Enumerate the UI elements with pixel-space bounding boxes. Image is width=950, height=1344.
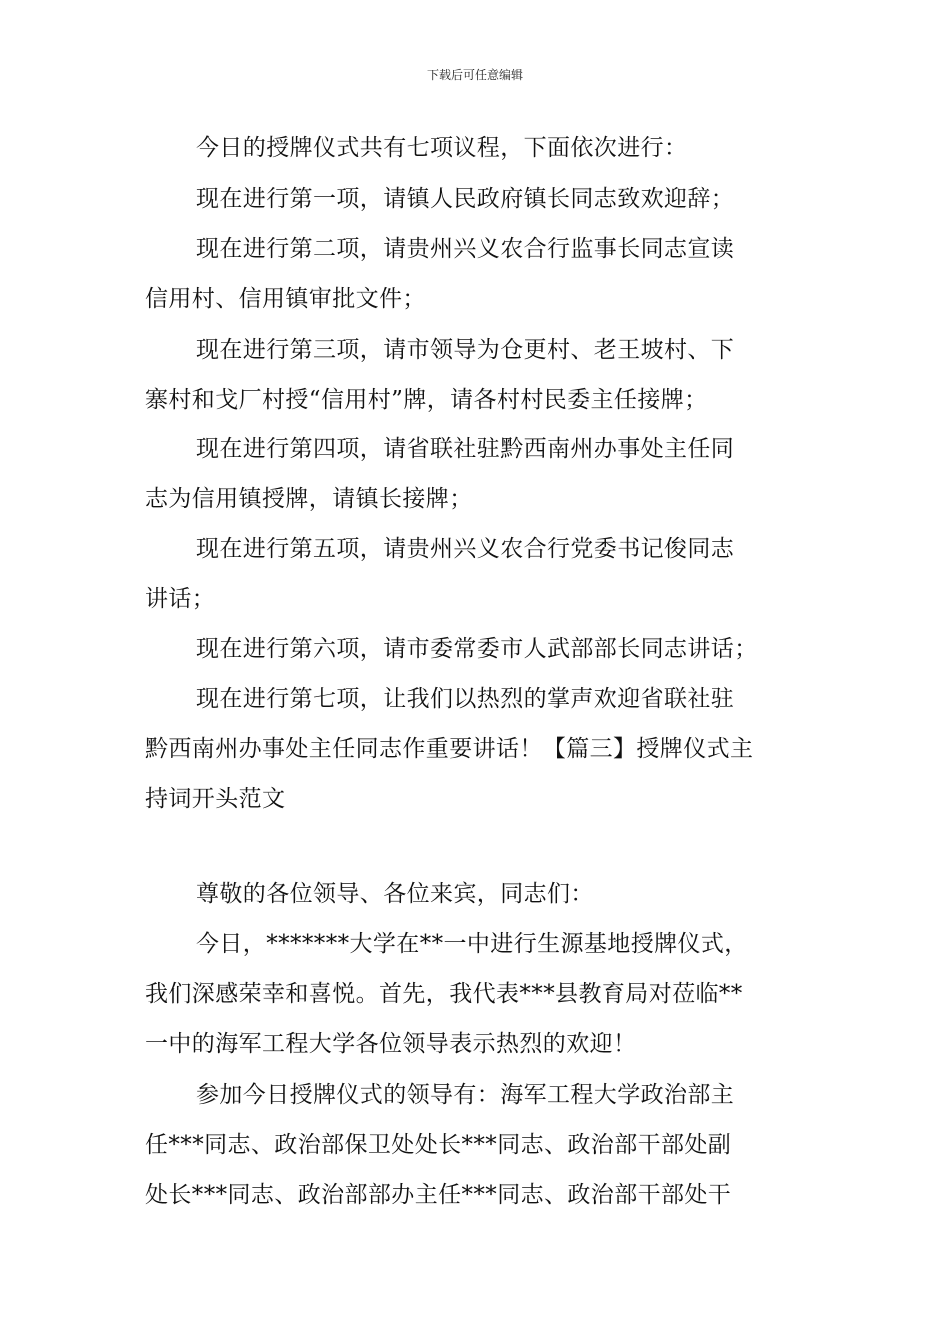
text-line: 持词开头范文 bbox=[145, 786, 286, 812]
text-line: 讲话； bbox=[145, 586, 216, 612]
text-line: 黔西南州办事处主任同志作重要讲话！【篇三】授牌仪式主 bbox=[145, 736, 754, 762]
text-line: 一中的海军工程大学各位领导表示热烈的欢迎！ bbox=[145, 1031, 637, 1057]
text-line: 处长***同志、政治部部办主任***同志、政治部干部处干 bbox=[145, 1182, 732, 1208]
text-line: 寨村和戈厂村授“信用村”牌，请各村村民委主任接牌； bbox=[145, 387, 708, 413]
text-line: 现在进行第五项，请贵州兴义农合行党委书记俊同志 bbox=[196, 536, 735, 562]
text-line: 现在进行第四项，请省联社驻黔西南州办事处主任同 bbox=[196, 436, 735, 462]
text-line: 今日的授牌仪式共有七项议程，下面依次进行： bbox=[196, 135, 688, 161]
text-line: 现在进行第二项，请贵州兴义农合行监事长同志宣读 bbox=[196, 236, 735, 262]
text-line: 现在进行第三项，请市领导为仓更村、老王坡村、下 bbox=[196, 337, 735, 363]
text-line: 现在进行第七项，让我们以热烈的掌声欢迎省联社驻 bbox=[196, 686, 735, 712]
text-line: 今日，*******大学在**一中进行生源基地授牌仪式， bbox=[196, 931, 748, 957]
text-line: 任***同志、政治部保卫处处长***同志、政治部干部处副 bbox=[145, 1132, 732, 1158]
text-line: 现在进行第六项，请市委常委市人武部部长同志讲话； bbox=[196, 636, 758, 662]
text-line: 参加今日授牌仪式的领导有：海军工程大学政治部主 bbox=[196, 1082, 735, 1108]
text-line: 现在进行第一项，请镇人民政府镇长同志致欢迎辞； bbox=[196, 186, 735, 212]
text-line: 志为信用镇授牌，请镇长接牌； bbox=[145, 486, 473, 512]
text-line: 信用村、信用镇审批文件； bbox=[145, 286, 426, 312]
text-line: 我们深感荣幸和喜悦。首先，我代表***县教育局对莅临** bbox=[145, 981, 743, 1007]
text-line: 尊敬的各位领导、各位来宾，同志们： bbox=[196, 881, 594, 907]
page-header-note: 下载后可任意编辑 bbox=[426, 68, 523, 82]
